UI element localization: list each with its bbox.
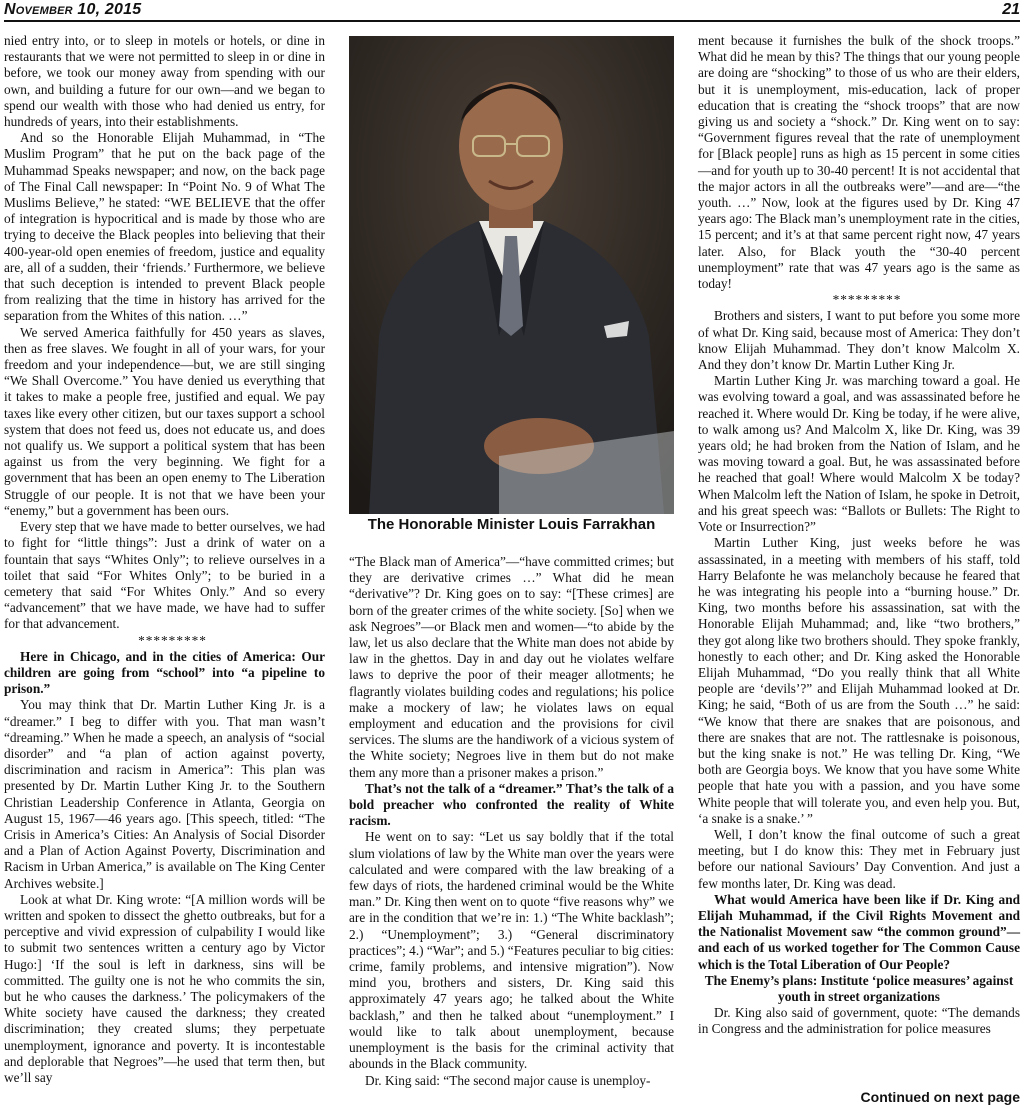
page-number: 21 — [1002, 1, 1020, 18]
paragraph: And so the Honorable Elijah Muhammad, in “The Muslim Program” that he put on the back page of the Muhammad Speaks newspaper; and now, on the back page of The Final Call newspaper: In “Point No. 9 of What The Muslims Believe,” he stated: “WE BELIEVE that the offer of integration is hypocritical and is made by those who are trying to deceive the Black peoples into believing that their 400-year-old open enemies of freedom, justice and equality are, all of a sudden, their ‘friends.’ Furthermore, we believe that such deception is intended to prevent Black people from realizing that the time in history has arrived for the separation from the Whites of this nation. …” — [4, 130, 325, 324]
page-header — [4, 0, 1020, 22]
issue-date: November 10, 2015 — [4, 1, 142, 18]
article-column-1 — [4, 33, 325, 1086]
portrait-photo — [349, 36, 674, 514]
paragraph: Martin Luther King, just weeks before he was assassinated, in a meeting with members of his staff, told Harry Belafonte he was melancholy because he feared that he was integrating his people into a “burning house.” Dr. King, two months before his assassination, sat with the Honorable Elijah Muhammad; and, like “two brothers,” they got along like two brothers should. They spoke frankly, honestly to each other; and Dr. King asked the Honorable Elijah Muhammad, “Do you really think that all White people are ‘devils’?” and Elijah Muhammad looked at Dr. King; he said, “Both of us are from the South …” he said: “We know that there are snakes that are poisonous, and there are snakes that are not. The rattlesnake is poisonous, but the king snake is not.” He was telling Dr. King, “We both are Georgia boys. We know that you have some White people that hate you with a passion, and you have some White people that will tolerate you, and even help you. But, ‘a snake is a snake.’ ” — [698, 535, 1020, 826]
article-column-3 — [698, 33, 1020, 1038]
paragraph: nied entry into, or to sleep in motels or hotels, or dine in restaurants that we were not permitted to sleep in or dine in before, we took our money away from spending with our own, and building a future for our own—and we began to spend our wealth with those who had denied us entry, for hundreds of years, into their establishments. — [4, 33, 325, 130]
portrait-illustration — [349, 36, 674, 514]
paragraph: We served America faithfully for 450 years as slaves, then as free slaves. We fought in all of your wars, for your freedom and your independence—but, we are still singing “We Shall Overcome.” You have denied us everything that it takes to make a people free, justified and equal. We pay taxes like every other citizen, but our taxes support a school system that does not feed us, does not educate us, and does not qualify us. We support a political system that has been against us from the very beginning. We fight for a government that has been an open enemy to The Liberation Struggle of our people. It is not that we have been your “enemy,” but a government has been ours. — [4, 324, 325, 518]
paragraph: Dr. King said: “The second major cause is unemploy- — [365, 1072, 651, 1088]
section-heading: The Enemy’s plans: Institute ‘police measures’ against youth in street organizations — [704, 972, 1014, 1004]
paragraph: Dr. King also said of government, quote: “The demands in Congress and the administration for police measures — [698, 1005, 1020, 1037]
article-column-2 — [349, 554, 674, 1089]
paragraph: Martin Luther King Jr. was marching toward a goal. He was evolving toward a goal, and was assassinated before he reached it. Where would Dr. King be today, if he were alive, to walk among us? And Malcolm X, like Dr. King, was 39 years old; he had broken from the Nation of Islam, and he was moving toward a goal. But, he was assassinated before he reached that goal! Where would Malcolm X be today? When Malcolm left the Nation of Islam, he spoke in Detroit, and his great speech was: “Ballots or Bullets: The Right to Vote or Insurrection?” — [698, 373, 1020, 535]
photo-caption: The Honorable Minister Louis Farrakhan — [367, 516, 656, 533]
paragraph: You may think that Dr. Martin Luther King Jr. is a “dreamer.” I beg to differ with you. That man wasn’t “dreaming.” When he made a speech, an analysis of “social disorder” and “a plan of action against poverty, discrimination and racism in America”: This plan was presented by Dr. Martin Luther King Jr. to the Southern Christian Leadership Conference in Atlanta, Georgia on August 15, 1967—46 years ago. [This speech, titled: “The Crisis in America’s Cities: An Analysis of Social Disorder and a Plan of Action Against Poverty, Discrimination and Racism in Urban America,” is available on The King Center Archives website.] — [4, 697, 325, 891]
paragraph: Here in Chicago, and in the cities of America: Our children are going from “school” into “a pipeline to prison.” — [4, 648, 325, 697]
paragraph: What would America have been like if Dr. King and Elijah Muhammad, if the Civil Rights Movement and the Nationalist Movement saw “the common ground”—and each of us worked together for The Common Cause which is the Total Liberation of Our People? — [698, 891, 1020, 972]
paragraph: “The Black man of America”—“have committed crimes; but they are derivative crimes …” What did he mean “derivative”? Dr. King goes on to say: “[These crimes] are born of the greater crimes of the white society. [So] when we ask Negroes”—or Black men and women—“to abide by the law, let us also declare that the White man does not abide by law in the ghettos. Day in and day out he violates welfare laws to deprive the poor of their meager allotments; he flagrantly violates building codes and regulations; his police make a mockery of law; he violates laws on equal employment and education and the provisions for civil services. The slums are the handiwork of a vicious system of the White society; Negroes live in them but do not make them any more than a prisoner makes a prison.” — [349, 554, 674, 780]
section-separator: ********* — [832, 292, 902, 308]
paragraph: Brothers and sisters, I want to put before you some more of what Dr. King said, because most of America: They don’t know Elijah Muhammad. They don’t know Malcolm X. And they don’t know Dr. Martin Luther King Jr. — [698, 308, 1020, 373]
paragraph: That’s not the talk of a “dreamer.” That’s the talk of a bold preacher who confronted the reality of White racism. — [349, 780, 674, 829]
paragraph: He went on to say: “Let us say boldly that if the total slum violations of law by the White man over the years were calculated and were compared with the law breaking of a few days of riots, the hardened criminal would be the White man.” Dr. King then went on to quote “five reasons why” we are in the condition that we’re in: 1.) “The White backlash”; 2.) “Unemployment”; 3.) “General discriminatory practices”; 4.) “War”; and 5.) “Features peculiar to big cities: crime, family problems, and intensive migration”). Now mind you, brothers and sisters, Dr. King said this approximately 47 years ago; he talked about the White backlash,” and then he talked about “unemployment.” I would like to talk about unemployment, because unemployment is the basis for the criminal activity that abounds in the Black community. — [349, 829, 674, 1072]
section-separator: ********* — [138, 632, 207, 648]
paragraph: ment because it furnishes the bulk of the shock troops.” What did he mean by this? The things that our young people are doing are “shocking” to those of us who are their elders, but it is unemployment, mis-education, lack of proper education that is creating the “shock troops” that are now giving us and society a “shock.” Dr. King went on to say: “Government figures reveal that the rate of unemployment for [Black people] runs as high as 15 percent in some cities—and for youth up to 30-40 percent! It is not accidental that the major actors in all the outbreaks were”—and are—“the youth. …” Now, look at the figures used by Dr. King 47 years ago: The Black man’s unemployment rate in the cities, 15 percent; and it’s at that same percent right now, 47 years later. Also, for Black youth the “30-40 percent unemployment” rate that was 47 years ago is the same as today! — [698, 33, 1020, 292]
paragraph: Well, I don’t know the final outcome of such a great meeting, but I do know this: They met in February just before our national Saviours’ Day Convention. And just a few months later, Dr. King was dead. — [698, 826, 1020, 891]
paragraph: Every step that we have made to better ourselves, we had to fight for “little things”: Just a drink of water on a fountain that says “Whites Only”; to relieve ourselves in a toilet that said “For Whites Only”; to be buried in a cemetery that said “For Whites Only.” And so every “advancement” that we have made, we have had to suffer for that advancement. — [4, 519, 325, 632]
continued-notice: Continued on next page — [860, 1089, 1020, 1105]
paragraph: Look at what Dr. King wrote: “[A million words will be written and spoken to dissect the ghetto outbreaks, but for a perceptive and vivid expression of culpability I would like to submit two sentences written a century ago by Victor Hugo:] ‘If the soul is left in darkness, sins will be committed. The guilty one is not he who commits the sin, but he who causes the darkness.’ The policymakers of the White society have caused the darkness; they created discrimination; they created slums; they perpetuate unemployment, ignorance and poverty. It is incontestable and deplorable that Negroes”—he used that term then, but we’ll say — [4, 891, 325, 1085]
